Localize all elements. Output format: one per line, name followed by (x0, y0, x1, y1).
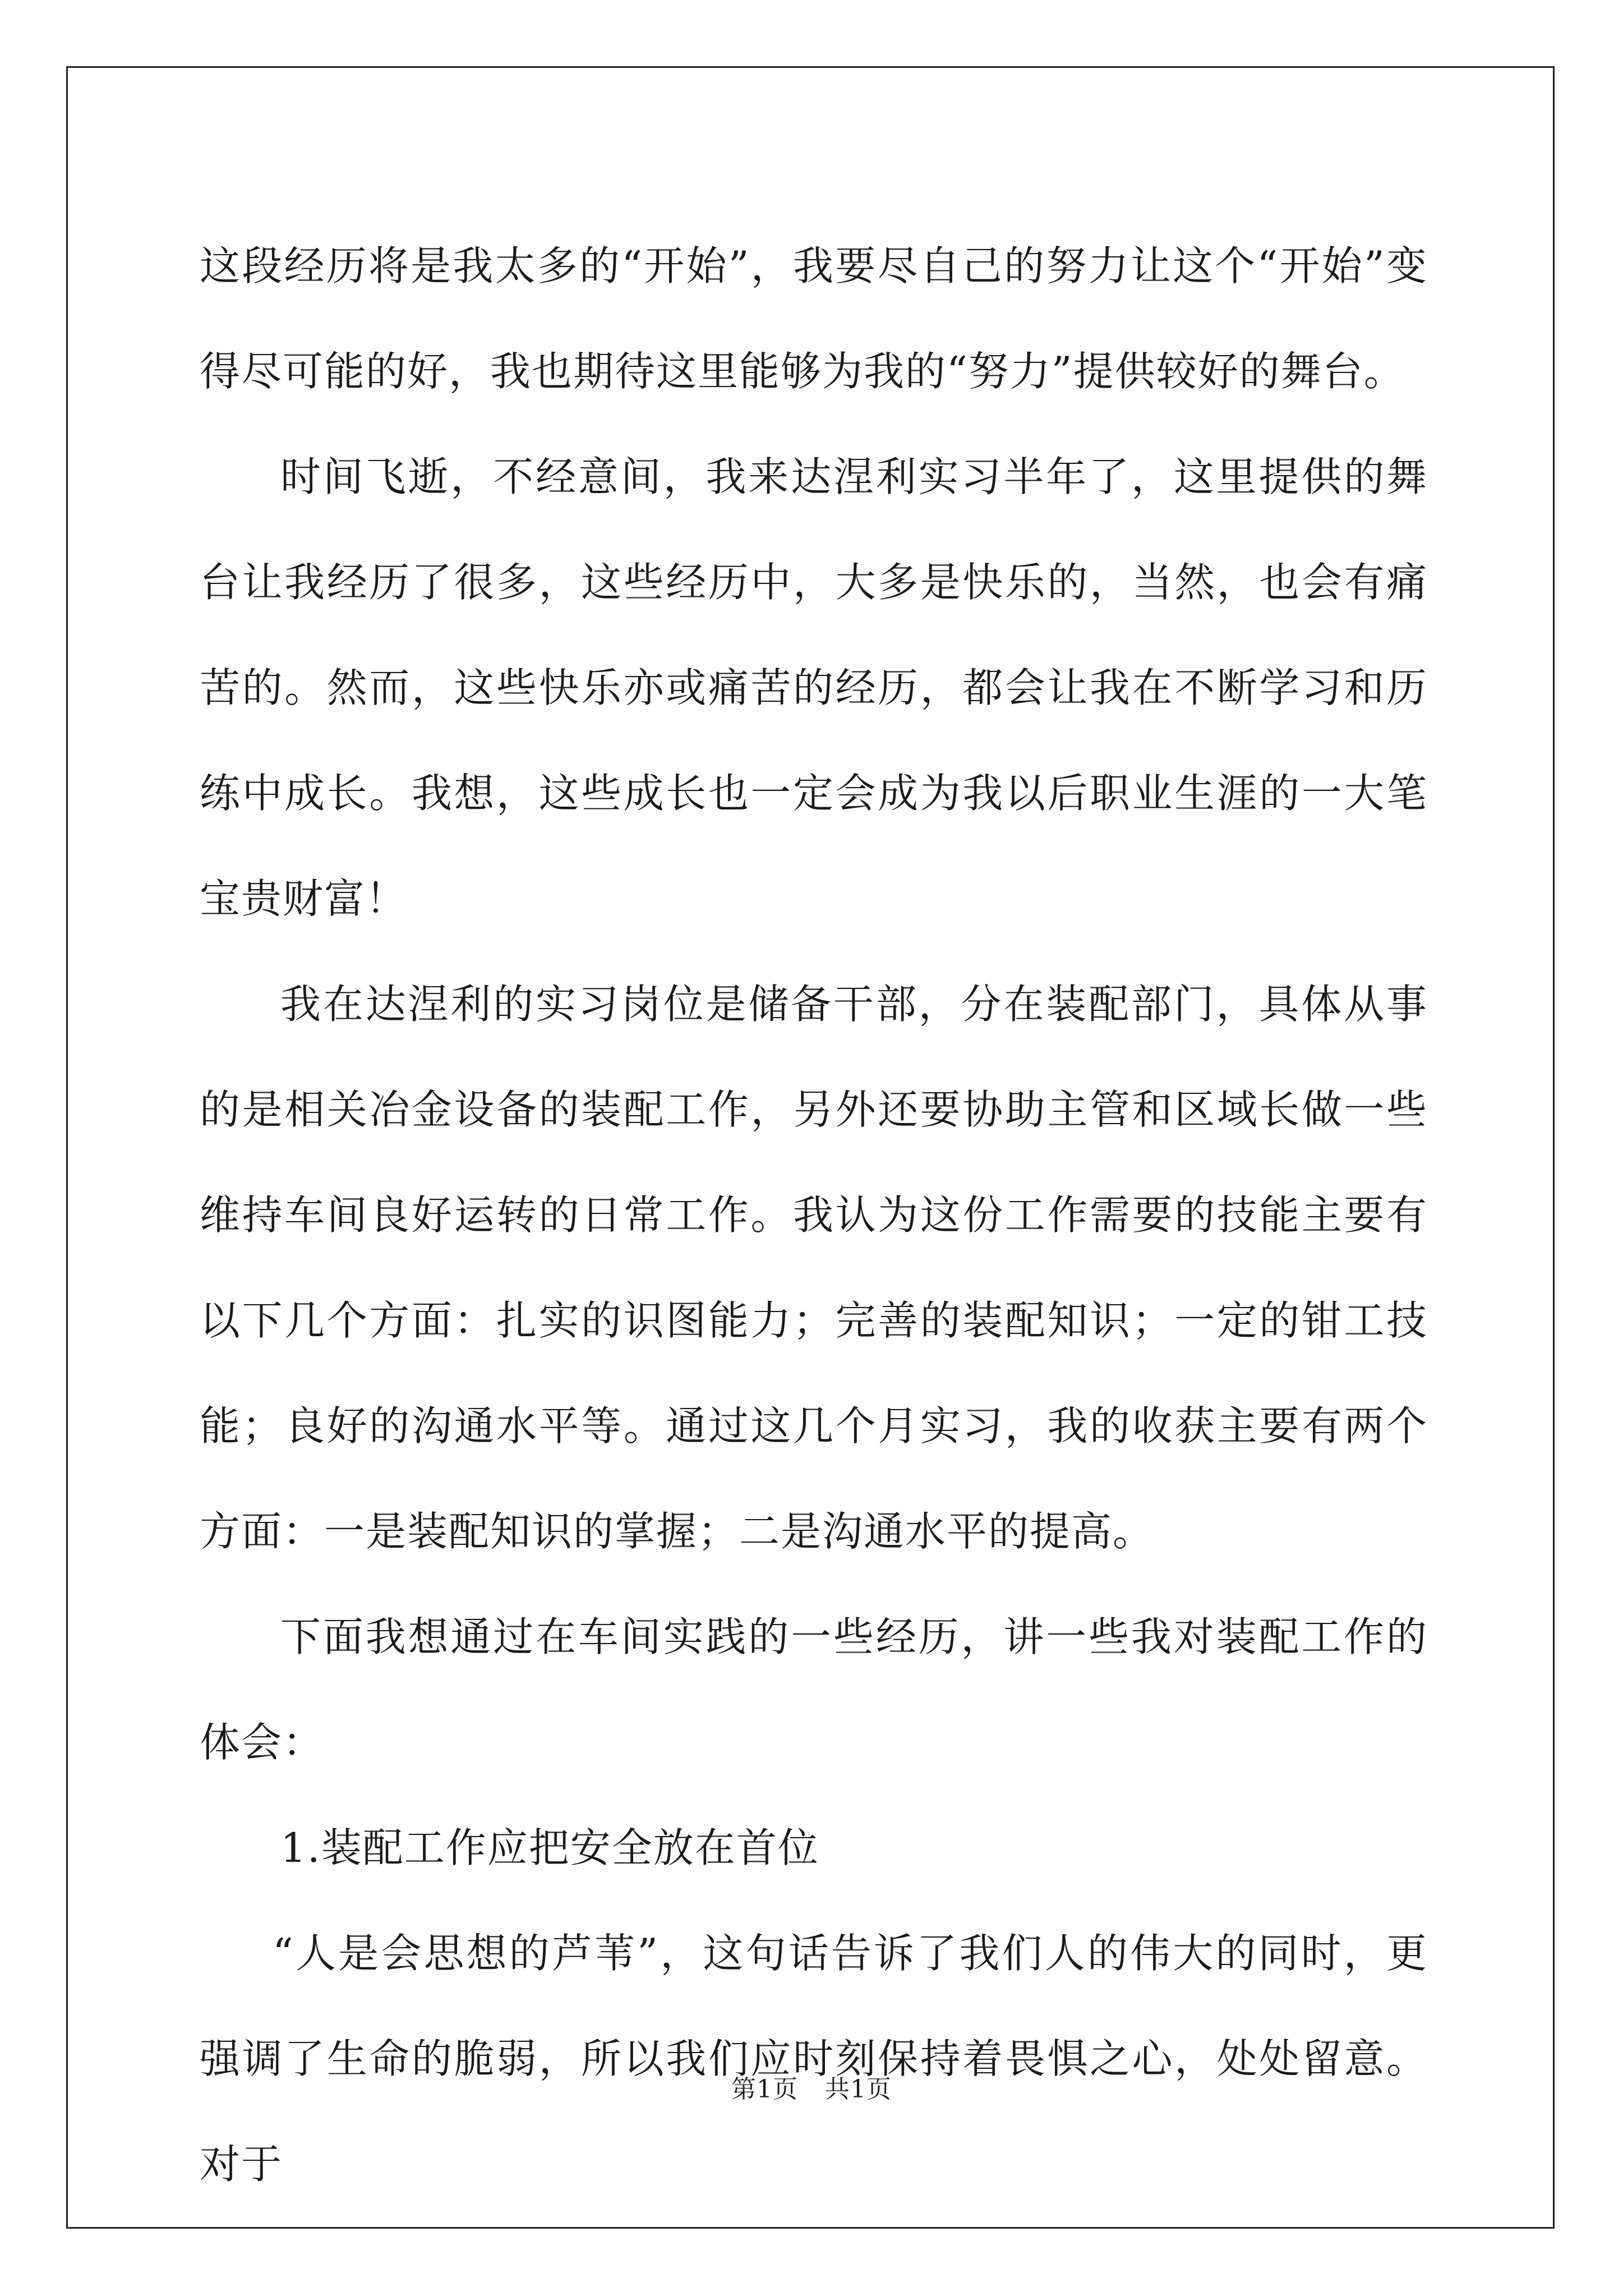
paragraph-1: 这段经历将是我太多的“开始”，我要尽自己的努力让这个“开始”变得尽可能的好，我也期待这里能够为我的“努力”提供较好的舞台。 (200, 242, 1428, 395)
paragraph-4: 下面我想通过在车间实践的一些经历，讲一些我对装配工作的体会： (200, 1613, 1428, 1766)
page-number: 第1页 (731, 2075, 798, 2104)
paragraph-3: 我在达涅利的实习岗位是储备干部，分在装配部门，具体从事的是相关冶金设备的装配工作，另外还要协助主管和区域长做一些维持车间良好运转的日常工作。我认为这份工作需要的技能主要有以下几个方面：扎实的识图能力；完善的装配知识；一定的钳工技能；良好的沟通水平等。通过这几个月实习，我的收获主要有两个方面：一是装配知识的掌握；二是沟通水平的提高。 (200, 981, 1428, 1555)
page-footer (0, 2069, 1623, 2105)
paragraph-5: “人是会思想的芦苇”，这句话告诉了我们人的伟大的同时，更强调了生命的脆弱，所以我们应时刻保持着畏惧之心，处处留意。对于 (200, 1930, 1428, 2188)
paragraph-2: 时间飞逝，不经意间，我来达涅利实习半年了，这里提供的舞台让我经历了很多，这些经历中，大多是快乐的，当然，也会有痛苦的。然而，这些快乐亦或痛苦的经历，都会让我在不断学习和历练中成长。我想，这些成长也一定会成为我以后职业生涯的一大笔宝贵财富！ (200, 453, 1428, 922)
section-heading: 1.装配工作应把安全放在首位 (280, 1824, 819, 1871)
document-body (200, 213, 1428, 2217)
page-total: 共1页 (825, 2075, 892, 2104)
